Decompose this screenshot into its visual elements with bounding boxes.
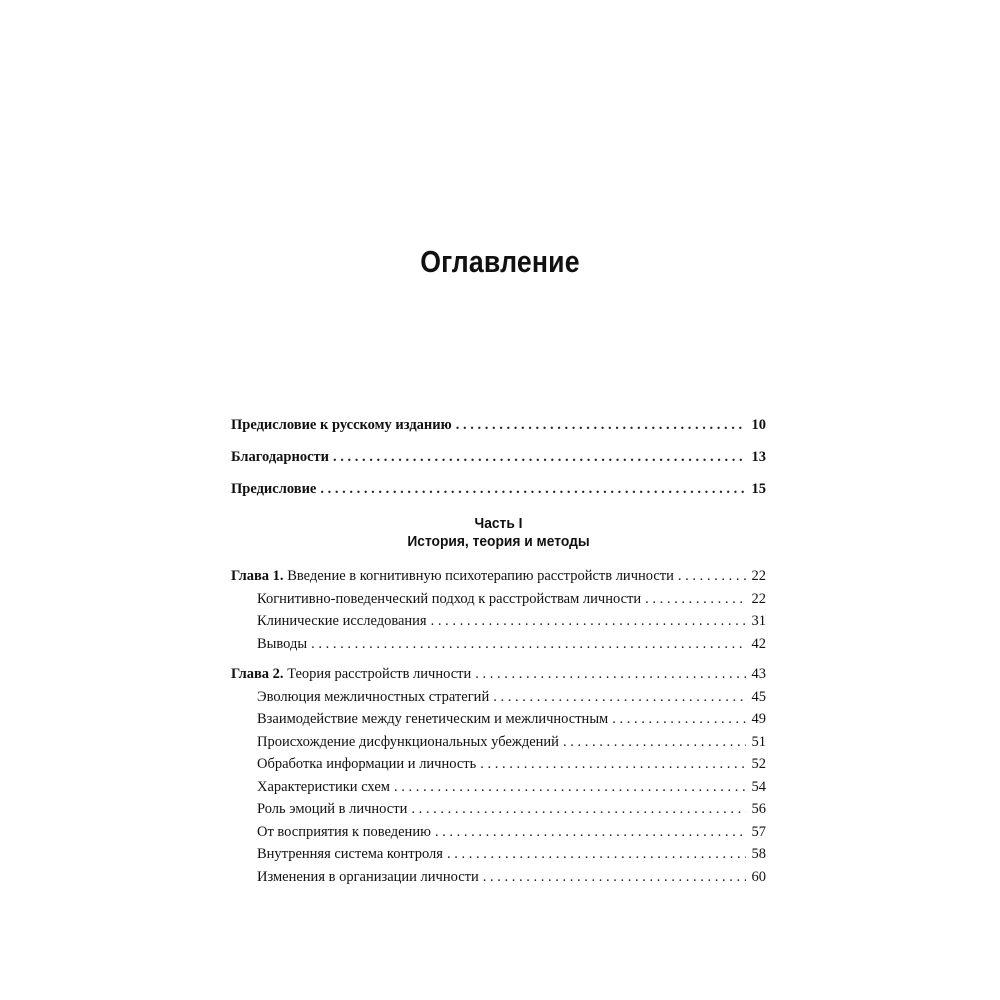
toc-entry-foreword[interactable] <box>231 475 766 507</box>
toc-entry-page: 57 <box>751 823 766 840</box>
toc-entry-page: 43 <box>751 666 766 682</box>
toc-section-label: Внутренняя система контроля <box>257 846 443 862</box>
toc-entry-page: 60 <box>751 868 766 885</box>
toc-entry-label: Предисловие <box>231 481 317 497</box>
toc-entry-page: 10 <box>751 417 766 433</box>
toc-section[interactable] <box>231 731 766 754</box>
toc-section[interactable] <box>231 821 766 844</box>
chapter-prefix: Глава 2. <box>231 666 284 682</box>
leader-dots <box>320 475 746 503</box>
leader-dots <box>493 686 746 709</box>
toc-chapter-label <box>231 663 471 686</box>
toc-chapter-1[interactable] <box>231 565 766 588</box>
toc-entry-page: 49 <box>751 711 766 727</box>
toc-section-label: Обработка информации и личность <box>257 756 477 772</box>
toc-section[interactable] <box>231 798 766 821</box>
toc-entry-page: 31 <box>751 613 766 629</box>
toc-entry-page: 52 <box>751 756 766 772</box>
toc-entry-page: 42 <box>751 635 766 652</box>
toc-section-label: От восприятия к поведению <box>257 823 431 840</box>
leader-dots <box>435 821 746 844</box>
toc-entry-page: 58 <box>751 846 766 862</box>
toc-entry-page: 45 <box>751 688 766 705</box>
part-title: История, теория и методы <box>407 533 590 550</box>
toc-entry-acknowledgements[interactable] <box>231 443 766 475</box>
leader-dots <box>678 565 746 588</box>
toc-entry-page: 22 <box>751 568 766 584</box>
part-number: Часть I <box>474 515 523 532</box>
toc-section[interactable] <box>231 708 766 731</box>
leader-dots <box>480 753 746 776</box>
leader-dots <box>612 708 746 731</box>
leader-dots <box>311 633 746 656</box>
toc-section[interactable] <box>231 686 766 709</box>
toc-entry-page: 54 <box>751 778 766 795</box>
toc-entry-page: 13 <box>751 449 766 465</box>
part-heading <box>252 515 744 551</box>
toc-section-label: Клинические исследования <box>257 613 427 629</box>
toc-entry-page: 15 <box>751 481 766 497</box>
leader-dots <box>645 588 746 611</box>
leader-dots <box>333 443 746 471</box>
toc-section[interactable] <box>231 633 766 656</box>
leader-dots <box>431 610 746 633</box>
toc-section-label: Происхождение дисфункциональных убеждений <box>257 733 559 750</box>
toc-section[interactable] <box>231 866 766 889</box>
chapter-title: Введение в когнитивную психотерапию расстройств личности <box>287 568 674 584</box>
toc-entry-page: 22 <box>751 590 766 607</box>
toc-section-label: Взаимодействие между генетическим и межличностным <box>257 711 609 727</box>
table-of-contents <box>231 411 766 888</box>
leader-dots <box>483 866 746 889</box>
toc-entry-page: 56 <box>751 801 766 817</box>
leader-dots <box>394 776 746 799</box>
leader-dots <box>475 663 746 686</box>
toc-section-label: Изменения в организации личности <box>257 868 479 885</box>
page-title: Оглавление <box>420 244 580 279</box>
chapter-prefix: Глава 1. <box>231 568 284 584</box>
toc-chapter-2[interactable] <box>231 663 766 686</box>
leader-dots <box>447 843 746 866</box>
toc-entry-label: Благодарности <box>231 449 330 465</box>
toc-section-label: Эволюция межличностных стратегий <box>257 688 490 705</box>
toc-section-label: Характеристики схем <box>257 778 390 795</box>
toc-section[interactable] <box>231 588 766 611</box>
toc-section[interactable] <box>231 610 766 633</box>
leader-dots <box>456 411 746 439</box>
toc-section-label: Выводы <box>257 635 308 652</box>
toc-entry-foreword-russian[interactable] <box>231 411 766 443</box>
toc-section-label: Роль эмоций в личности <box>257 801 408 817</box>
toc-section[interactable] <box>231 843 766 866</box>
leader-dots <box>563 731 746 754</box>
toc-section[interactable] <box>231 776 766 799</box>
toc-section[interactable] <box>231 753 766 776</box>
leader-dots <box>411 798 746 821</box>
toc-entry-label: Предисловие к русскому изданию <box>231 417 452 433</box>
toc-chapter-label <box>231 565 674 588</box>
toc-section-label: Когнитивно-поведенческий подход к расстройствам личности <box>257 590 642 607</box>
chapter-title: Теория расстройств личности <box>287 666 472 682</box>
toc-entry-page: 51 <box>751 733 766 750</box>
